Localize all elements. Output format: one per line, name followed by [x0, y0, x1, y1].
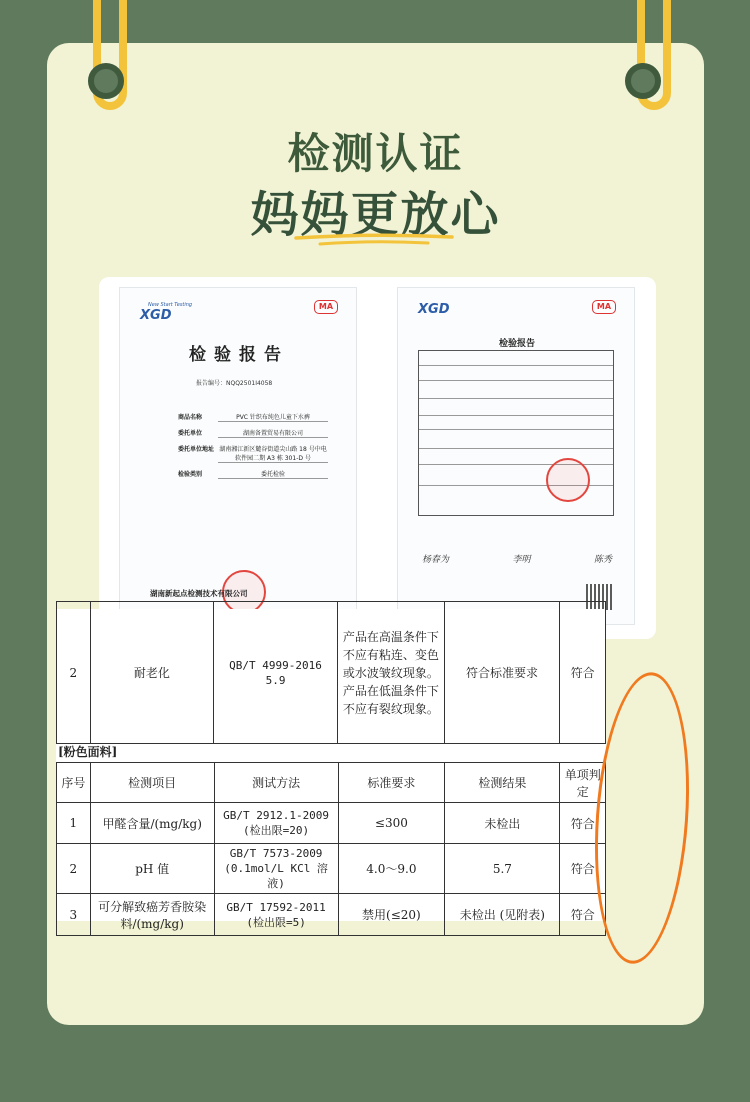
aging-test-table	[56, 601, 606, 744]
header-judge: 单项判定	[560, 763, 606, 803]
cell-item: 耐老化	[90, 602, 213, 744]
signatures	[422, 552, 612, 565]
cell-result: 5.7	[445, 844, 560, 894]
cell-judge: 符合	[560, 602, 606, 744]
cell-requirement: 4.0～9.0	[338, 844, 445, 894]
cell-no: 3	[57, 894, 91, 936]
cell-item: pH 值	[90, 844, 214, 894]
lab-company-name: 湖南新起点检测技术有限公司	[150, 589, 248, 598]
report-info	[178, 412, 328, 485]
cell-requirement: 产品在高温条件下不应有粘连、变色或水波皱纹现象。产品在低温条件下不应有裂纹现象。	[337, 602, 444, 744]
cell-method: GB/T 17592-2011 (检出限=5)	[214, 894, 338, 936]
heading-line-1: 检测认证	[287, 129, 464, 178]
ma-mark-icon: MA	[592, 300, 616, 314]
hanger-hole-right	[625, 63, 661, 99]
report-detail-page	[397, 287, 635, 625]
info-row: 委托单位地址 湖南湘江新区麓谷街道尖山路 18 号中电软件园二期 A3 栋 301-D 号	[178, 446, 327, 462]
report-cover	[119, 287, 357, 625]
report-title: 检验报告	[498, 339, 535, 349]
cell-method: GB/T 7573-2009 (0.1mol/L KCl 溶液)	[214, 844, 338, 894]
cell-method: GB/T 2912.1-2009 (检出限=20)	[214, 803, 338, 844]
section-title: [粉色面料]	[58, 745, 118, 759]
signature: 杨春为	[422, 555, 450, 565]
info-row: 检验类别 委托检验	[178, 469, 328, 479]
cell-judge: 符合	[560, 894, 606, 936]
report-images-panel	[99, 277, 656, 639]
header-no: 序号	[57, 763, 91, 803]
table-header-row	[57, 763, 606, 803]
cell-method: QB/T 4999-2016 5.9	[214, 602, 338, 744]
cell-result: 未检出	[445, 803, 560, 844]
cell-result: 符合标准要求	[444, 602, 560, 744]
header-result: 检测结果	[445, 763, 560, 803]
table-row	[57, 844, 606, 894]
header-item: 检测项目	[90, 763, 214, 803]
cell-item: 甲醛含量/(mg/kg)	[90, 803, 214, 844]
cell-result: 未检出 (见附表)	[445, 894, 560, 936]
lab-logo: New Start Testing XGD	[140, 302, 193, 323]
report-title: 检验报告	[189, 345, 289, 365]
test-results-panel	[56, 609, 606, 931]
cell-item: 可分解致癌芳香胺染料/(mg/kg)	[90, 894, 214, 936]
heading-line-2: 妈妈更放心	[250, 187, 501, 243]
header-requirement: 标准要求	[338, 763, 445, 803]
info-row: 商品名称 PVC 针织布纯色儿童下水裤	[178, 412, 328, 422]
lab-logo: XGD	[418, 302, 450, 317]
ma-mark-icon: MA	[314, 300, 338, 314]
red-seal-stamp-icon	[546, 458, 590, 502]
cell-requirement: ≤300	[338, 803, 445, 844]
cell-no: 1	[57, 803, 91, 844]
cell-judge: 符合	[560, 844, 606, 894]
cell-requirement: 禁用(≤20)	[338, 894, 445, 936]
cell-no: 2	[57, 844, 91, 894]
table-row	[57, 803, 606, 844]
fabric-test-table	[56, 762, 606, 936]
signature: 陈秀	[593, 555, 612, 565]
header-method: 测试方法	[214, 763, 338, 803]
table-row	[57, 602, 606, 744]
heading-underline	[292, 233, 457, 247]
cell-no: 2	[57, 602, 91, 744]
report-number: 报告编号：NQQ2501I4058	[196, 380, 273, 387]
cell-judge: 符合	[560, 803, 606, 844]
table-row	[57, 894, 606, 936]
hanger-hole-left	[88, 63, 124, 99]
info-row: 委托单位 湖南备置贸易有限公司	[178, 428, 328, 438]
signature: 李明	[512, 555, 531, 565]
